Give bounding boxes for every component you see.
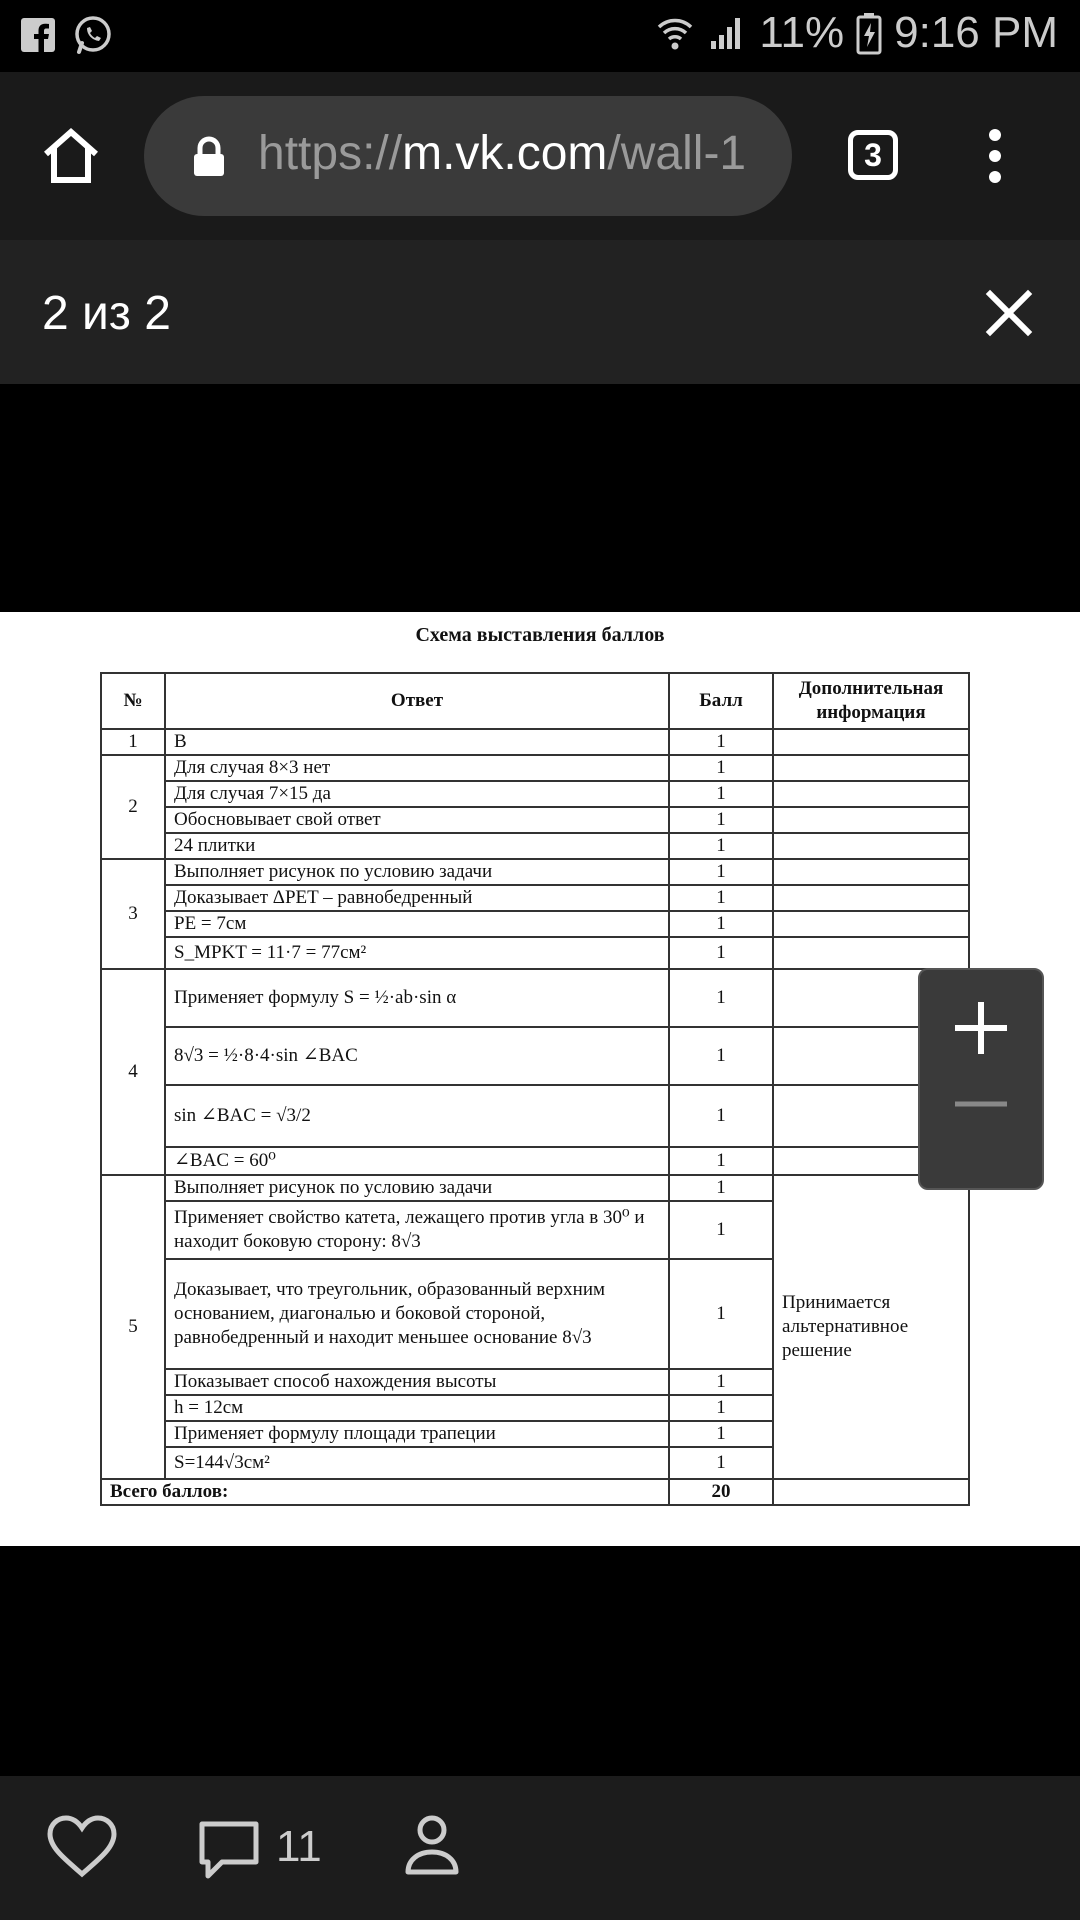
plus-icon (920, 970, 1042, 1080)
table-row (101, 1147, 969, 1175)
extra-cell (773, 1479, 969, 1505)
answer-cell: PE = 7см (165, 911, 669, 937)
score-cell: 1 (669, 833, 773, 859)
document-title: Схема выставления баллов (415, 624, 665, 646)
answer-cell: ∠BAC = 60⁰ (165, 1147, 669, 1175)
table-row (101, 1085, 969, 1147)
score-cell: 1 (669, 781, 773, 807)
comment-icon (196, 1816, 262, 1882)
total-label: Всего баллов: (101, 1479, 669, 1505)
like-button[interactable] (46, 1814, 118, 1883)
address-bar[interactable] (144, 96, 792, 216)
score-cell: 1 (669, 755, 773, 781)
zoom-controls (918, 968, 1044, 1190)
answer-cell: S=144√3см² (165, 1447, 669, 1479)
table-row (101, 833, 969, 859)
table-row (101, 781, 969, 807)
table-row (101, 969, 969, 1027)
answer-cell: Выполняет рисунок по условию задачи (165, 859, 669, 885)
score-cell: 1 (669, 1175, 773, 1201)
table-row (101, 859, 969, 885)
score-cell: 1 (669, 859, 773, 885)
zoom-in-button[interactable] (920, 970, 1042, 1080)
close-viewer-button[interactable] (984, 288, 1034, 338)
header-num: № (101, 673, 165, 729)
extra-cell (773, 859, 969, 885)
table-row (101, 885, 969, 911)
score-cell: 1 (669, 1201, 773, 1259)
facebook-icon (20, 17, 56, 53)
table-row (101, 755, 969, 781)
photo-counter: 2 из 2 (42, 287, 171, 340)
task-number: 1 (101, 729, 165, 755)
extra-cell (773, 833, 969, 859)
tab-switcher-button[interactable]: 3 (848, 130, 898, 180)
photo-actions-bar (0, 1776, 1080, 1920)
answer-cell: Для случая 8×3 нет (165, 755, 669, 781)
answer-cell: Доказывает, что треугольник, образованный верхним основанием, диагональю и боковой стороной, равнобедренный и находит меньшее основание 8√3 (165, 1259, 669, 1369)
more-vertical-icon (980, 126, 1010, 186)
score-cell: 1 (669, 1395, 773, 1421)
system-indicators (655, 8, 1058, 58)
score-cell: 1 (669, 1259, 773, 1369)
lock-icon (192, 136, 226, 178)
table-row (101, 937, 969, 969)
answer-cell: h = 12см (165, 1395, 669, 1421)
score-cell: 1 (669, 1421, 773, 1447)
answer-cell: Применяет свойство катета, лежащего против угла в 30⁰ и находит боковую сторону: 8√3 (165, 1201, 669, 1259)
task-number: 3 (101, 859, 165, 969)
whatsapp-icon (72, 14, 114, 56)
browser-menu-button[interactable] (980, 126, 1010, 186)
comment-count: 11 (276, 1822, 322, 1871)
table-row (101, 911, 969, 937)
heart-icon (46, 1814, 118, 1878)
score-cell: 1 (669, 807, 773, 833)
home-button[interactable] (40, 124, 102, 186)
close-icon (984, 288, 1034, 338)
table-row (101, 1027, 969, 1085)
wifi-icon (655, 13, 695, 53)
task-number: 4 (101, 969, 165, 1175)
table-row (101, 1175, 969, 1201)
table-row (101, 729, 969, 755)
extra-cell (773, 911, 969, 937)
answer-cell: Обосновывает свой ответ (165, 807, 669, 833)
header-score: Балл (669, 673, 773, 729)
answer-cell: 24 плитки (165, 833, 669, 859)
total-row (101, 1479, 969, 1505)
comments-button[interactable] (196, 1816, 262, 1887)
person-icon (404, 1812, 460, 1876)
answer-cell: Выполняет рисунок по условию задачи (165, 1175, 669, 1201)
extra-cell (773, 807, 969, 833)
answer-cell: 8√3 = ½·8·4·sin ∠BAC (165, 1027, 669, 1085)
answer-cell: S_MPKT = 11·7 = 77см² (165, 937, 669, 969)
table-header-row (101, 673, 969, 729)
clock: 9:16 PM (894, 8, 1058, 57)
header-extra: Дополнительная информация (773, 673, 969, 729)
extra-cell (773, 885, 969, 911)
table-row (101, 807, 969, 833)
answer-cell: Для случая 7×15 да (165, 781, 669, 807)
extra-cell (773, 781, 969, 807)
task-number: 5 (101, 1175, 165, 1479)
score-cell: 1 (669, 911, 773, 937)
answer-cell: Доказывает ΔPET – равнобедренный (165, 885, 669, 911)
zoom-out-button[interactable] (920, 1080, 1042, 1188)
browser-toolbar (0, 72, 1080, 240)
score-cell: 1 (669, 885, 773, 911)
scores-table (100, 672, 970, 1506)
score-cell: 1 (669, 1147, 773, 1175)
signal-icon (707, 13, 747, 53)
extra-cell (773, 937, 969, 969)
score-cell: 1 (669, 1027, 773, 1085)
notification-icons (20, 14, 114, 56)
header-answer: Ответ (165, 673, 669, 729)
extra-cell (773, 755, 969, 781)
photo-viewer-header (0, 240, 1080, 384)
answer-cell: В (165, 729, 669, 755)
extra-cell (773, 729, 969, 755)
task-number: 2 (101, 755, 165, 859)
url-path: /wall-1 (607, 127, 747, 180)
share-button[interactable] (404, 1812, 460, 1881)
url-text[interactable] (258, 126, 746, 181)
status-bar (0, 0, 1080, 72)
answer-cell: sin ∠BAC = √3/2 (165, 1085, 669, 1147)
extra-info-cell: Принимается альтернативное решение (773, 1175, 969, 1479)
url-domain: m.vk.com (402, 127, 608, 180)
answer-cell: Применяет формулу площади трапеции (165, 1421, 669, 1447)
url-scheme: https:// (258, 127, 403, 180)
battery-percent: 11% (759, 8, 845, 57)
battery-charging-icon (856, 11, 882, 55)
score-cell: 1 (669, 729, 773, 755)
score-cell: 1 (669, 1447, 773, 1479)
score-cell: 1 (669, 1369, 773, 1395)
home-icon (40, 124, 102, 186)
score-cell: 1 (669, 1085, 773, 1147)
total-value: 20 (669, 1479, 773, 1505)
score-cell: 1 (669, 969, 773, 1027)
answer-cell: Показывает способ нахождения высоты (165, 1369, 669, 1395)
minus-icon (920, 1080, 1042, 1188)
answer-cell: Применяет формулу S = ½·ab·sin α (165, 969, 669, 1027)
score-cell: 1 (669, 937, 773, 969)
